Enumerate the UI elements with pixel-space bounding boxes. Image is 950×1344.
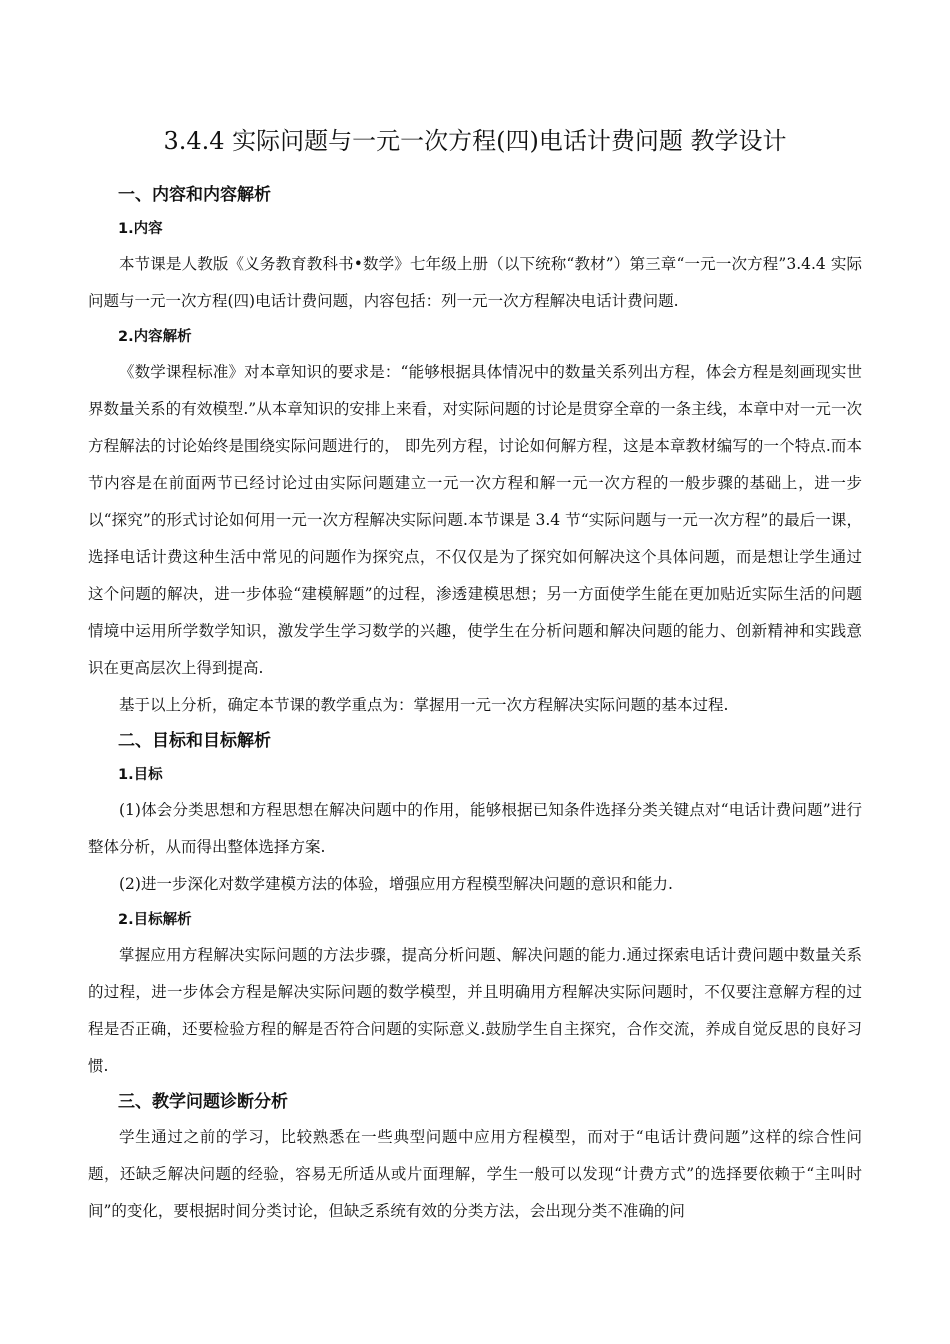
paragraph-goal-2: (2)进一步深化对数学建模方法的体验，增强应用方程模型解决问题的意识和能力. <box>119 875 673 893</box>
paragraph-key-point: 基于以上分析，确定本节课的教学重点为：掌握用一元一次方程解决实际问题的基本过程. <box>119 696 729 714</box>
section-heading-1: 一、内容和内容解析 <box>118 185 271 205</box>
paragraph-goal-1: (1)体会分类思想和方程思想在解决问题中的作用，能够根据已知条件选择分类关键点对“电话计费问题”进行整体分析，从而得出整体选择方案. <box>88 801 862 856</box>
section-heading-3: 三、教学问题诊断分析 <box>118 1092 288 1112</box>
subsection-heading-1-2: 2.内容解析 <box>118 329 192 345</box>
paragraph-content-analysis: 《数学课程标准》对本章知识的要求是：“能够根据具体情况中的数量关系列出方程，体会方程是刻画现实世界数量关系的有效模型.”从本章知识的安排上来看，对实际问题的讨论是贯穿全章的一条主线，本章中对一元一次方程解法的讨论始终是围绕实际问题进行的， 即先列方程，讨论如何解方程，这是本章教材编写的一个特点.而本节内容是在前面两节已经讨论过由实际问题建立一元一次方程和解一元一次方程的一般步骤的基础上，进一步以“探究”的形式讨论如何用一元一次方程解决实际问题.本节课是 3.4 节“实际问题与一元一次方程”的最后一课，选择电话计费这种生活中常见的问题作为探究点，不仅仅是为了探究如何解决这个具体问题，而是想让学生通过这个问题的解决，进一步体验“建模解题”的过程，渗透建模思想；另一方面使学生能在更加贴近实际生活的问题情境中运用所学数学知识，激发学生学习数学的兴趣，使学生在分析问题和解决问题的能力、创新精神和实践意识在更高层次上得到提高. <box>88 363 862 677</box>
paragraph-content: 本节课是人教版《义务教育教科书•数学》七年级上册（以下统称“教材”）第三章“一元一次方程”3.4.4 实际问题与一元一次方程(四)电话计费问题，内容包括：列一元一次方程解决电话计费问题. <box>88 255 862 310</box>
paragraph-goal-analysis: 掌握应用方程解决实际问题的方法步骤，提高分析问题、解决问题的能力.通过探索电话计费问题中数量关系的过程，进一步体会方程是解决实际问题的数学模型，并且明确用方程解决实际问题时，不仅要注意解方程的过程是否正确，还要检验方程的解是否符合问题的实际意义.鼓励学生自主探究，合作交流，养成自觉反思的良好习惯. <box>88 946 862 1075</box>
section-heading-2: 二、目标和目标解析 <box>118 731 271 751</box>
document-body <box>88 178 862 1230</box>
document-title: 3.4.4 实际问题与一元一次方程(四)电话计费问题 教学设计 <box>163 127 787 155</box>
subsection-heading-2-2: 2.目标解析 <box>118 912 192 928</box>
subsection-heading-2-1: 1.目标 <box>118 767 163 783</box>
paragraph-diagnosis: 学生通过之前的学习，比较熟悉在一些典型问题中应用方程模型，而对于“电话计费问题”这样的综合性问题，还缺乏解决问题的经验，容易无所适从或片面理解，学生一般可以发现“计费方式”的选择要依赖于“主叫时间”的变化，要根据时间分类讨论，但缺乏系统有效的分类方法，会出现分类不准确的问 <box>88 1128 862 1220</box>
subsection-heading-1-1: 1.内容 <box>118 221 163 237</box>
